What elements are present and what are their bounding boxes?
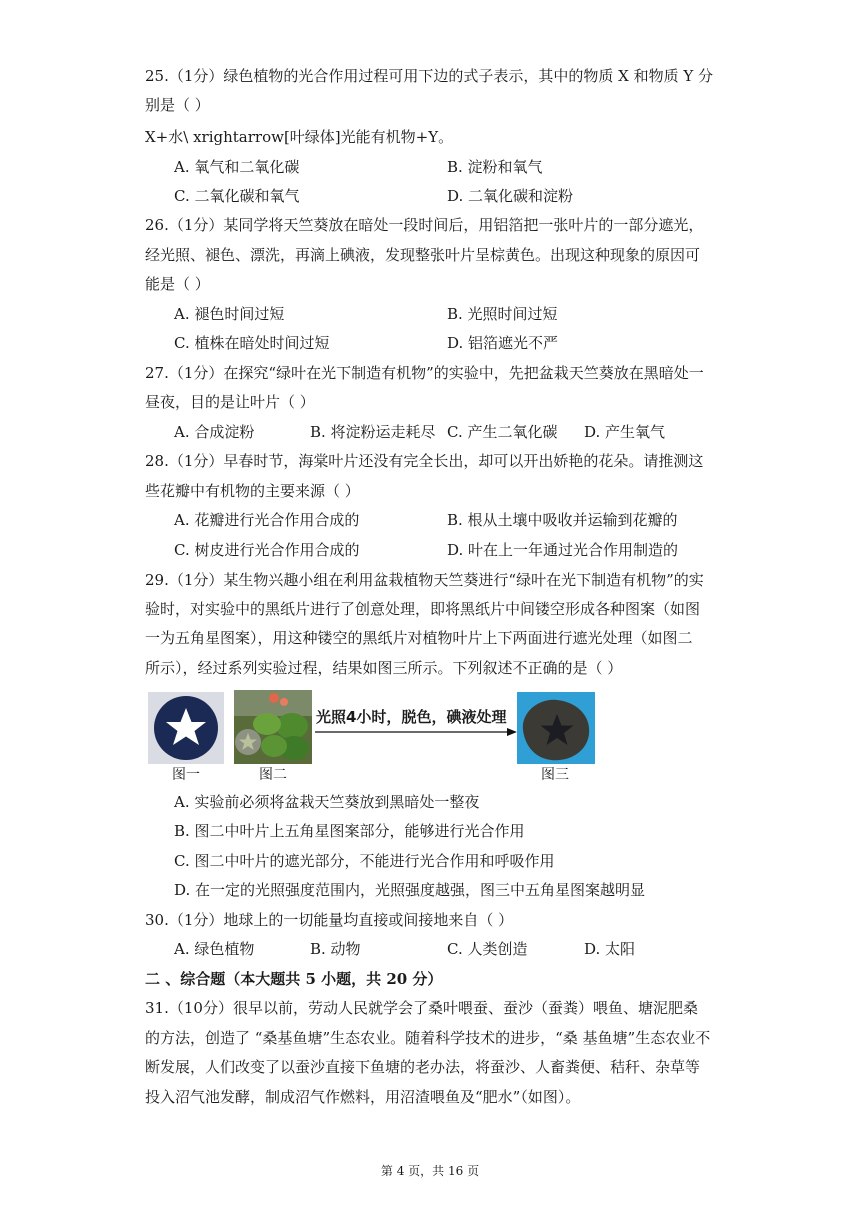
q28-stem-line-2: 些花瓣中有机物的主要来源（ ） [145,482,360,500]
q26-stem-line-3: 能是（ ） [145,275,210,293]
q26-stem-line-2: 经光照、褪色、漂洗，再滴上碘液，发现整张叶片呈棕黄色。出现这种现象的原因可 [145,246,701,264]
q27-stem-line-1: 27.（1分）在探究“绿叶在光下制造有机物”的实验中，先把盆栽天竺葵放在黑暗处一 [145,364,704,382]
q26-option-a: A. 褪色时间过短 [174,305,285,323]
q25-option-a: A. 氧气和二氧化碳 [174,158,300,176]
q27-stem-line-2: 昼夜，目的是让叶片（ ） [145,393,315,411]
q26-option-d: D. 铝箔遮光不严 [447,334,559,352]
q28-option-c: C. 树皮进行光合作用合成的 [174,541,360,559]
q27-option-d: D. 产生氧气 [584,423,666,441]
q26-option-c: C. 植株在暗处时间过短 [174,334,330,352]
figure-one-star-disc [148,692,224,764]
q28-option-b: B. 根从土壤中吸收并运输到花瓣的 [447,511,678,529]
figure-three-label: 图三 [541,767,569,783]
q30-option-c: C. 人类创造 [447,940,528,958]
q29-stem-line-3: 一为五角星图案），用这种镂空的黑纸片对植物叶片上下两面进行遮光处理（如图二 [145,629,693,647]
figure-arrow-text: 光照4小时，脱色，碘液处理 [316,708,507,726]
q29-option-b: B. 图二中叶片上五角星图案部分，能够进行光合作用 [174,822,525,840]
figure-one-label: 图一 [172,767,200,783]
q29-option-c: C. 图二中叶片的遮光部分，不能进行光合作用和呼吸作用 [174,852,555,870]
q26-option-b: B. 光照时间过短 [447,305,558,323]
q30-option-d: D. 太阳 [584,940,636,958]
q30-stem: 30.（1分）地球上的一切能量均直接或间接地来自（ ） [145,911,514,929]
q29-stem-line-4: 所示），经过系列实验过程，结果如图三所示。下列叙述不正确的是（ ） [145,659,623,677]
q29-stem-line-2: 验时，对实验中的黑纸片进行了创意处理，即将黑纸片中间镂空形成各种图案（如图 [145,600,701,618]
q25-formula: X+水\ xrightarrow[叶绿体]光能有机物+Y。 [145,128,454,146]
q27-option-b: B. 将淀粉运走耗尽 [310,423,436,441]
q30-option-b: B. 动物 [310,940,361,958]
q31-stem-line-2: 的方法，创造了 “桑基鱼塘”生态农业。随着科学技术的进步，“桑 基鱼塘”生态农业不 [145,1029,711,1047]
q30-option-a: A. 绿色植物 [174,940,255,958]
q31-stem-line-3: 断发展，人们改变了以蚕沙直接下鱼塘的老办法，将蚕沙、人畜粪便、秸秆、杂草等 [145,1058,701,1076]
q25-option-d: D. 二氧化碳和淀粉 [447,187,574,205]
q27-option-c: C. 产生二氧化碳 [447,423,558,441]
q27-option-a: A. 合成淀粉 [174,423,255,441]
figure-two-plant-photo [234,690,312,764]
q25-option-b: B. 淀粉和氧气 [447,158,543,176]
q31-stem-line-4: 投入沼气池发酵，制成沼气作燃料，用沼渣喂鱼及“肥水”（如图）。 [145,1088,581,1106]
page-footer: 第 4 页，共 16 页 [380,1164,480,1178]
q28-option-a: A. 花瓣进行光合作用合成的 [174,511,360,529]
q29-option-d: D. 在一定的光照强度范围内，光照强度越强，图三中五角星图案越明显 [174,881,646,899]
q28-option-d: D. 叶在上一年通过光合作用制造的 [447,541,679,559]
figure-three-result-leaf [517,692,595,764]
q31-stem-line-1: 31.（10分）很早以前，劳动人民就学会了桑叶喂蚕、蚕沙（蚕粪）喂鱼、塘泥肥桑 [145,999,698,1017]
figure-two-label: 图二 [259,767,287,783]
q25-stem-line-2: 别是（ ） [145,96,210,114]
section-two-heading: 二 、综合题（本大题共 5 小题，共 20 分） [145,970,443,988]
q25-stem-line-1: 25.（1分）绿色植物的光合作用过程可用下边的式子表示，其中的物质 X 和物质 Y 分 [145,67,714,85]
q28-stem-line-1: 28.（1分）早春时节，海棠叶片还没有完全长出，却可以开出娇艳的花朵。请推测这 [145,452,704,470]
q29-stem-line-1: 29.（1分）某生物兴趣小组在利用盆栽植物天竺葵进行“绿叶在光下制造有机物”的实 [145,571,704,589]
q26-stem-line-1: 26.（1分）某同学将天竺葵放在暗处一段时间后，用铝箔把一张叶片的一部分遮光， [145,216,704,234]
q29-option-a: A. 实验前必须将盆栽天竺葵放到黑暗处一整夜 [174,793,480,811]
q25-option-c: C. 二氧化碳和氧气 [174,187,300,205]
